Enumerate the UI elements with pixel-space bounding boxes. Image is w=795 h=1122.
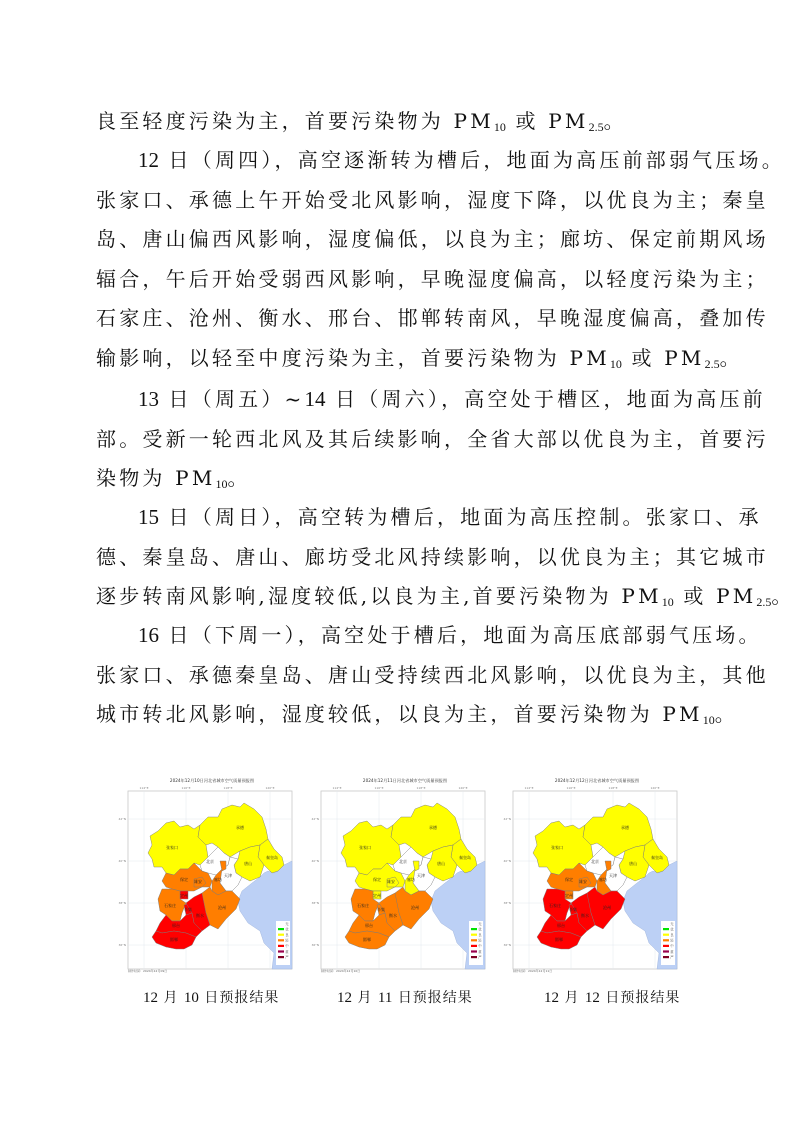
day-number: 15 (138, 505, 159, 529)
longitude-tick-label: 118°E (416, 786, 426, 790)
subscript: 10 (702, 713, 715, 728)
legend-swatch-good (471, 934, 477, 936)
legend-swatch-severe (278, 956, 284, 958)
legend-swatch-heavy (278, 950, 284, 952)
caption-text: 日预报结果 (605, 990, 681, 1006)
legend-swatch-excellent (471, 928, 477, 930)
caption-dec10 (143, 987, 279, 1007)
text-run: 或 PM (673, 584, 757, 609)
latitude-tick-label: 42°N (311, 817, 319, 821)
longitude-tick-label: 118°E (223, 786, 233, 790)
text-run: 。 (771, 584, 795, 609)
air-quality-map (311, 773, 493, 973)
legend-title: 无 (478, 922, 482, 926)
legend-swatch-light (278, 939, 284, 941)
subscript: 2.5 (756, 595, 772, 610)
text-line (96, 459, 708, 499)
region-label-langfang: 廊坊 (599, 877, 607, 882)
paragraph-p-13-14 (96, 380, 769, 499)
region-label-zhangjiakou: 张家口 (551, 845, 563, 850)
air-quality-map (118, 773, 300, 973)
latitude-tick-label: 38°N (503, 901, 511, 905)
latitude-tick-label: 36°N (503, 943, 511, 947)
legend-label-light: 轻 (478, 938, 482, 943)
day-number: 12 (138, 148, 159, 172)
legend-swatch-good (278, 934, 284, 936)
region-label-tangshan: 唐山 (629, 861, 637, 866)
latitude-tick-label: 42°N (118, 817, 126, 821)
region-label-tianjin: 天津 (609, 873, 617, 878)
longitude-tick-label: 120°E (265, 786, 275, 790)
region-label-baoding: 保定 (373, 877, 381, 882)
caption-dec11 (337, 987, 473, 1007)
text-line (96, 420, 769, 460)
text-line (96, 102, 708, 142)
region-label-handan: 邯郸 (170, 937, 178, 942)
caption-day: 12 (584, 990, 600, 1006)
region-label-langfang: 廊坊 (407, 877, 415, 882)
legend-label-moderate: 中 (285, 944, 289, 949)
longitude-tick-label: 116°E (566, 786, 576, 790)
region-label-hengshui: 衡水 (581, 913, 589, 918)
text-line (96, 656, 769, 696)
region-label-dingzhou: 定州 (565, 893, 573, 898)
text-run: 日（周四），高空逐渐转为槽后，地面为高压前部弱气压场。 (159, 148, 785, 172)
longitude-tick-label: 120°E (458, 786, 468, 790)
region-label-chengde: 承德 (429, 825, 437, 830)
legend-swatch-heavy (471, 950, 477, 952)
longitude-tick-label: 114°E (139, 786, 149, 790)
day-number: 16 (138, 623, 159, 647)
region-label-baoding: 保定 (180, 877, 188, 882)
region-label-cangzhou: 沧州 (603, 905, 611, 910)
region-label-xinji: 辛集 (184, 907, 192, 912)
legend-label-severe: 严 (478, 955, 482, 960)
legend-swatch-moderate (663, 945, 669, 947)
legend-swatch-heavy (663, 950, 669, 952)
text-run: 日（周五）~ (159, 387, 305, 411)
text-line (96, 220, 769, 260)
subscript: 10 (609, 356, 622, 371)
subscript: 2.5 (704, 356, 720, 371)
legend-swatch-good (663, 934, 669, 936)
region-label-handan: 邯郸 (555, 937, 563, 942)
region-label-hengshui: 衡水 (196, 913, 204, 918)
caption-text: 日预报结果 (204, 990, 280, 1006)
subscript: 2.5 (588, 120, 604, 134)
text-line (96, 695, 738, 735)
caption-text: 日预报结果 (397, 990, 473, 1006)
forecast-map-dec10 (118, 773, 300, 973)
text-line (96, 339, 743, 379)
text-run: 张家口、承德秦皇岛、唐山受持续西北风影响，以优良为主，其他 (96, 662, 769, 687)
text-line (96, 141, 785, 181)
region-label-chengde: 承德 (236, 825, 244, 830)
region-label-tangshan: 唐山 (437, 861, 445, 866)
region-label-qinhuangdao: 秦皇岛 (459, 855, 471, 860)
text-line (96, 577, 795, 617)
text-run: 。 (714, 702, 738, 727)
legend-label-moderate: 中 (478, 944, 482, 949)
region-label-xinji: 辛集 (377, 907, 385, 912)
forecast-map-dec12 (503, 773, 685, 973)
region-label-qinhuangdao: 秦皇岛 (266, 855, 278, 860)
map-footer: 制作时间：2024年12月09日 (128, 969, 168, 973)
paragraph-p-16 (96, 616, 769, 735)
caption-text: 月 (564, 990, 580, 1006)
region-label-xingtai: 邢台 (172, 923, 180, 928)
subscript: 10 (215, 477, 228, 492)
region-label-xiongan: 雄安 (579, 879, 587, 884)
legend-label-excellent: 优 (478, 927, 482, 932)
legend-label-good: 良 (478, 933, 482, 937)
latitude-tick-label: 36°N (118, 943, 126, 947)
region-label-chengde: 承德 (621, 825, 629, 830)
map-footer: 制作时间：2024年12月10日 (321, 969, 361, 973)
latitude-tick-label: 38°N (311, 901, 319, 905)
text-line (96, 380, 766, 420)
longitude-tick-label: 118°E (608, 786, 618, 790)
latitude-tick-label: 38°N (118, 901, 126, 905)
legend-label-excellent: 优 (670, 927, 674, 932)
legend-title: 无 (285, 922, 289, 926)
text-run: 良至轻度污染为主，首要污染物为 PM (96, 109, 494, 133)
caption-month: 12 (544, 990, 559, 1006)
text-run: 德、秦皇岛、唐山、廊坊受北风持续影响，以优良为主；其它城市 (96, 544, 769, 569)
region-label-shijiazhuang: 石家庄 (549, 903, 561, 908)
legend-label-heavy: 重 (285, 949, 289, 954)
legend-label-good: 良 (285, 933, 289, 937)
legend-swatch-excellent (663, 928, 669, 930)
legend-swatch-moderate (278, 945, 284, 947)
air-quality-map (503, 773, 685, 973)
longitude-tick-label: 116°E (374, 786, 384, 790)
text-run: 染物为 PM (96, 466, 216, 491)
text-line (96, 538, 769, 578)
subscript: 10 (493, 120, 506, 134)
text-line (96, 299, 769, 339)
region-label-beijing: 北京 (206, 859, 214, 864)
latitude-tick-label: 40°N (118, 859, 126, 863)
text-run: 。 (603, 109, 627, 133)
legend-title: 无 (670, 922, 674, 926)
longitude-tick-label: 120°E (650, 786, 660, 790)
region-label-beijing: 北京 (591, 859, 599, 864)
text-run: 岛、唐山偏西风影响，湿度偏低，以良为主；廊坊、保定前期风场 (96, 227, 769, 252)
legend-label-light: 轻 (285, 938, 289, 943)
region-label-dingzhou: 定州 (180, 893, 188, 898)
legend-label-moderate: 中 (670, 944, 674, 949)
day-number: 13 (138, 387, 159, 411)
region-label-cangzhou: 沧州 (218, 905, 226, 910)
region-label-zhangjiakou: 张家口 (166, 845, 178, 850)
latitude-tick-label: 40°N (503, 859, 511, 863)
region-label-xingtai: 邢台 (557, 923, 565, 928)
text-run: 或 PM (505, 109, 589, 133)
text-run: 辐合，午后开始受弱西风影响，早晚湿度偏高，以轻度污染为主； (96, 266, 769, 291)
forecast-map-dec11 (311, 773, 493, 973)
text-run: 输影响，以轻至中度污染为主，首要污染物为 PM (96, 345, 610, 370)
region-label-shijiazhuang: 石家庄 (164, 903, 176, 908)
caption-month: 12 (337, 990, 352, 1006)
text-run: 部。受新一轮西北风及其后续影响，全省大部以优良为主，首要污 (96, 426, 769, 451)
day-number: 14 (304, 387, 326, 411)
longitude-tick-label: 114°E (524, 786, 534, 790)
region-label-beijing: 北京 (399, 859, 407, 864)
text-run: 石家庄、沧州、衡水、邢台、邯郸转南风，早晚湿度偏高，叠加传 (96, 306, 769, 331)
legend-label-heavy: 重 (478, 949, 482, 954)
paragraph-p-15 (96, 498, 795, 617)
region-label-tianjin: 天津 (417, 873, 425, 878)
caption-text: 月 (163, 990, 179, 1006)
text-line (96, 616, 762, 656)
text-run: 逐步转南风影响,湿度较低,以良为主,首要污染物为 PM (96, 584, 662, 609)
caption-dec12 (544, 987, 680, 1007)
region-label-tianjin: 天津 (224, 873, 232, 878)
legend-label-light: 轻 (670, 938, 674, 943)
legend-label-severe: 严 (285, 955, 289, 960)
map-title: 2024年12月12日河北省城市空气质量预报图 (554, 778, 640, 783)
legend-label-heavy: 重 (670, 949, 674, 954)
caption-month: 12 (143, 990, 158, 1006)
legend-swatch-severe (663, 956, 669, 958)
legend-swatch-moderate (471, 945, 477, 947)
text-run: 日（下周一），高空处于槽后，地面为高压底部弱气压场。 (159, 623, 762, 647)
region-label-shijiazhuang: 石家庄 (357, 903, 369, 908)
region-label-xiongan: 雄安 (194, 879, 202, 884)
longitude-tick-label: 114°E (332, 786, 342, 790)
text-run: 城市转北风影响，湿度较低，以良为主，首要污染物为 PM (96, 702, 703, 727)
map-title: 2024年12月10日河北省城市空气质量预报图 (169, 778, 255, 783)
map-footer: 制作时间：2024年12月11日 (513, 969, 553, 973)
region-label-xinji: 辛集 (569, 907, 577, 912)
legend-label-severe: 严 (670, 955, 674, 960)
region-label-xiongan: 雄安 (387, 879, 395, 884)
region-label-langfang: 廊坊 (214, 877, 222, 882)
subscript: 10 (661, 595, 674, 610)
region-label-cangzhou: 沧州 (411, 905, 419, 910)
text-run: 。 (227, 466, 251, 491)
legend-label-excellent: 优 (285, 927, 289, 932)
text-line (96, 260, 769, 300)
text-run: 或 PM (621, 345, 705, 370)
paragraph-p-12 (96, 141, 785, 379)
legend-swatch-light (663, 939, 669, 941)
region-label-zhangjiakou: 张家口 (359, 845, 371, 850)
caption-day: 10 (183, 990, 199, 1006)
region-label-handan: 邯郸 (363, 937, 371, 942)
legend-swatch-severe (471, 956, 477, 958)
text-run: 日（周六），高空处于槽区，地面为高压前 (325, 387, 766, 411)
paragraph-p-continuation (96, 102, 708, 142)
map-title: 2024年12月11日河北省城市空气质量预报图 (362, 778, 448, 783)
text-run: 张家口、承德上午开始受北风影响，湿度下降，以优良为主；秦皇 (96, 187, 769, 212)
latitude-tick-label: 40°N (311, 859, 319, 863)
latitude-tick-label: 42°N (503, 817, 511, 821)
text-line (96, 498, 762, 538)
latitude-tick-label: 36°N (311, 943, 319, 947)
legend-swatch-light (471, 939, 477, 941)
region-label-dingzhou: 定州 (373, 893, 381, 898)
region-label-baoding: 保定 (565, 877, 573, 882)
text-line (96, 181, 769, 221)
legend-swatch-excellent (278, 928, 284, 930)
caption-day: 11 (377, 990, 393, 1006)
region-label-xingtai: 邢台 (365, 923, 373, 928)
text-run: 。 (719, 345, 743, 370)
longitude-tick-label: 116°E (181, 786, 191, 790)
region-label-qinhuangdao: 秦皇岛 (651, 855, 663, 860)
region-label-hengshui: 衡水 (389, 913, 397, 918)
caption-text: 月 (357, 990, 373, 1006)
region-label-tangshan: 唐山 (244, 861, 252, 866)
text-run: 日（周日），高空转为槽后，地面为高压控制。张家口、承 (159, 505, 762, 529)
legend-label-good: 良 (670, 933, 674, 937)
